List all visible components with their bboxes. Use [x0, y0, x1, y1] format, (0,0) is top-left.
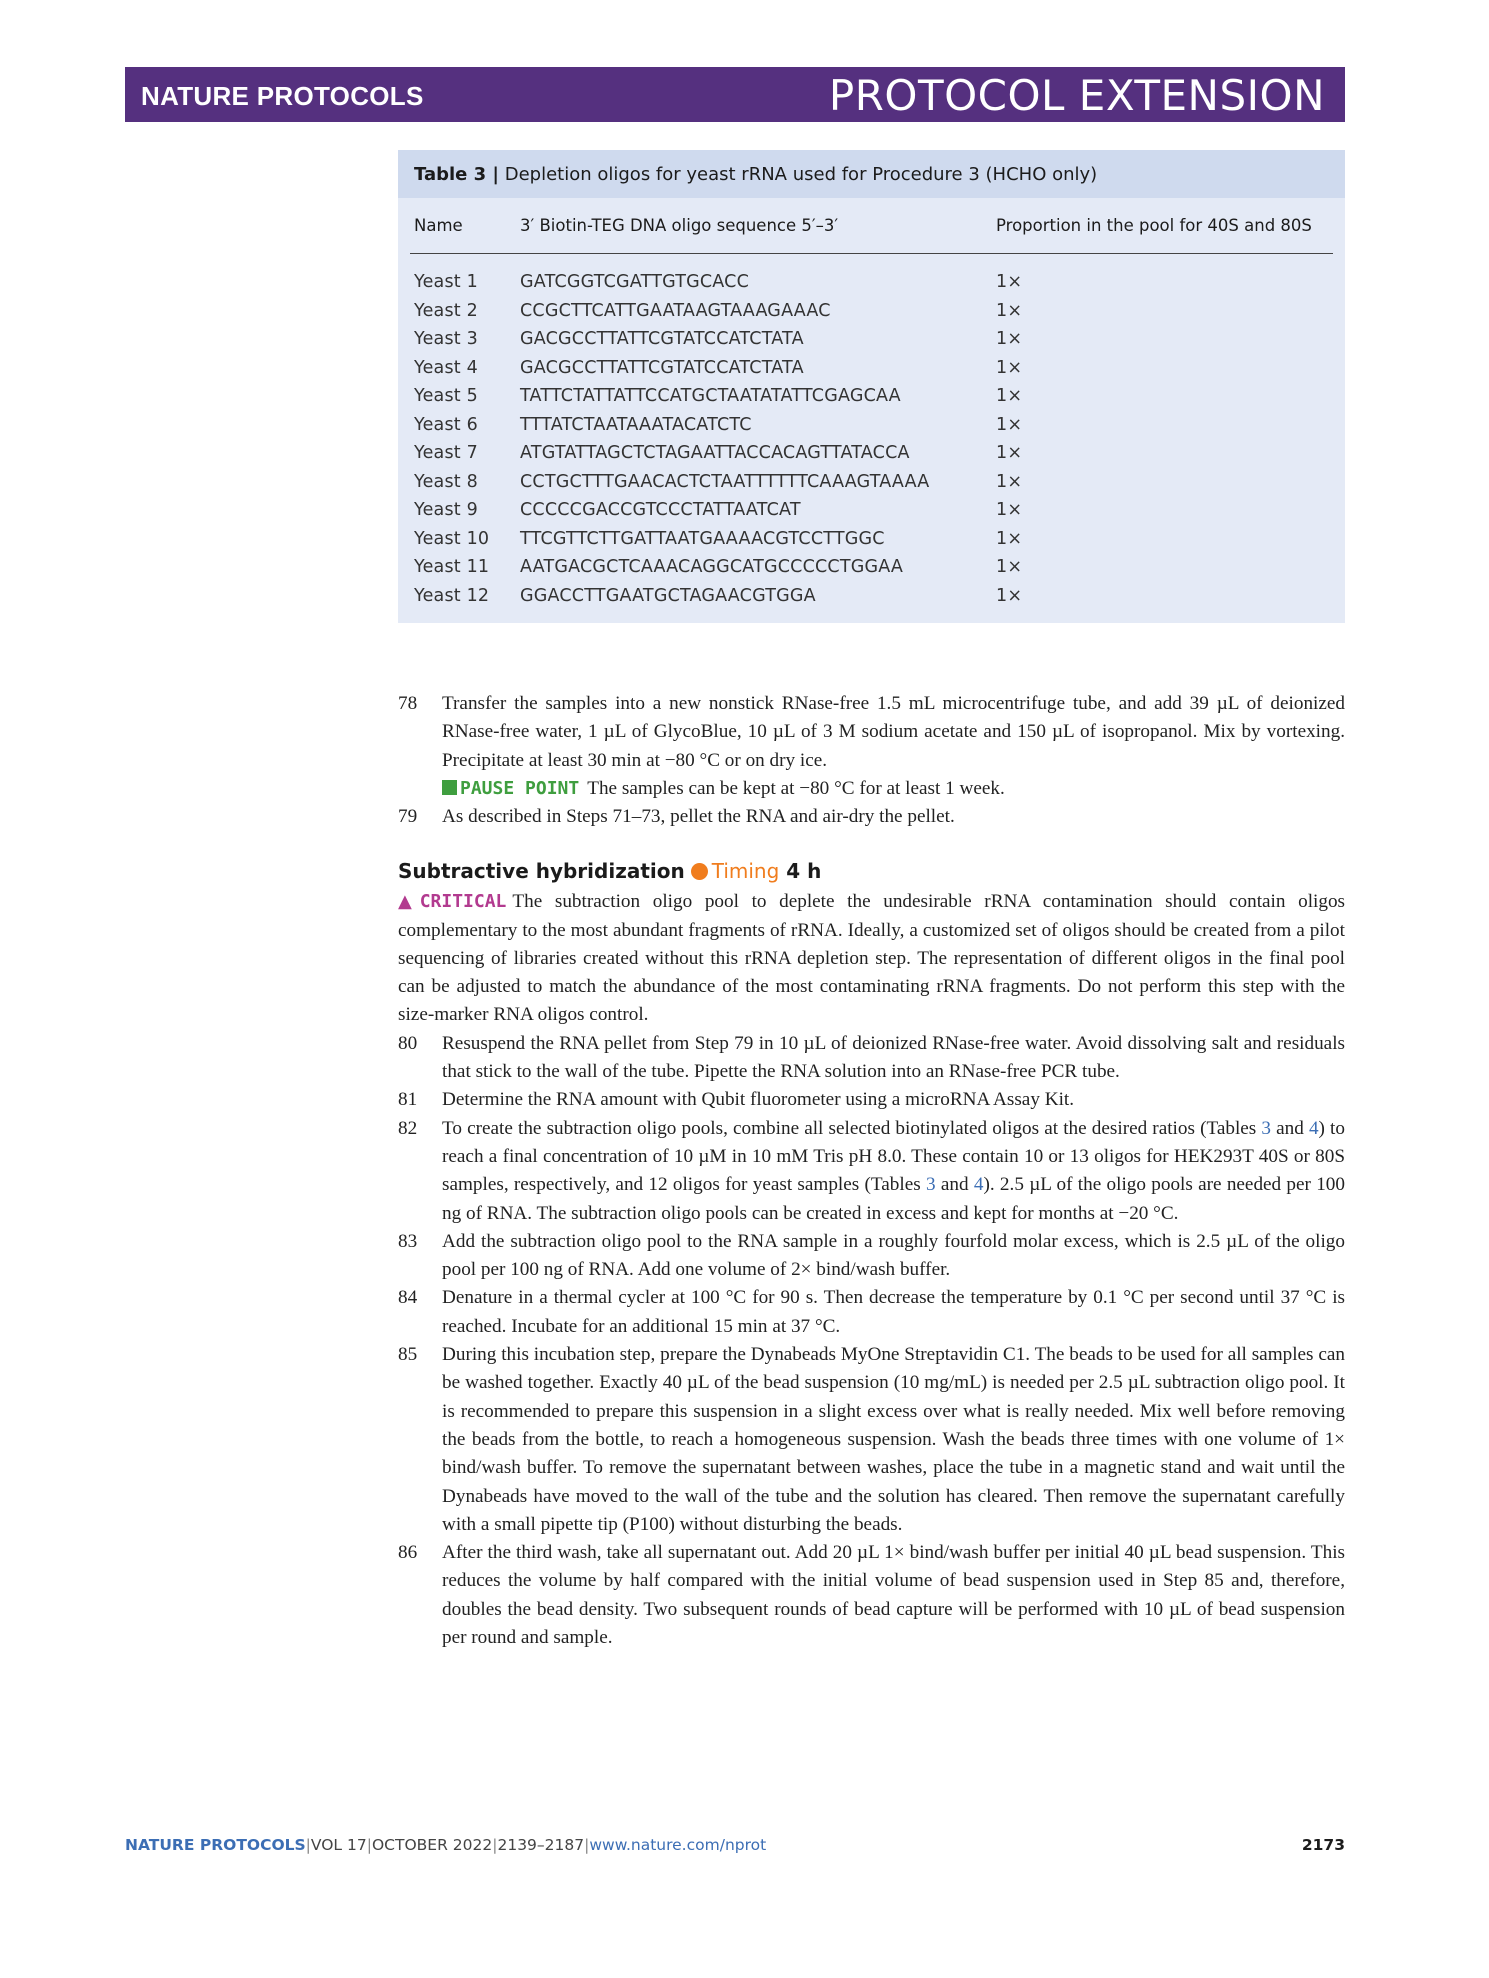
table-label: Table 3 |	[414, 164, 499, 185]
table-4-link[interactable]: 4	[1308, 1117, 1319, 1139]
cell-proportion: 1×	[996, 386, 1023, 406]
step-83	[398, 1228, 1345, 1285]
cell-sequence: AATGACGCTCAAACAGGCATGCCCCCTGGAA	[520, 557, 904, 577]
cell-name: Yeast 3	[414, 329, 478, 349]
page-footer	[125, 1836, 1345, 1854]
step-81	[398, 1086, 1345, 1114]
footer-url-link[interactable]: www.nature.com/nprot	[589, 1836, 767, 1854]
column-header-proportion: Proportion in the pool for 40S and 80S	[996, 216, 1312, 235]
table-row	[398, 415, 1345, 444]
pause-point-label: PAUSE POINT	[460, 777, 580, 799]
article-type: PROTOCOL EXTENSION	[828, 71, 1325, 120]
step-number: 83	[398, 1230, 418, 1252]
cell-sequence: GGACCTTGAATGCTAGAACGTGGA	[520, 585, 816, 606]
step-number: 80	[398, 1032, 418, 1054]
step-text: and	[1270, 1117, 1309, 1139]
steps-78-79	[398, 690, 1345, 831]
pause-point-icon	[442, 780, 457, 795]
subtractive-hybridization-section	[398, 857, 1345, 1652]
cell-sequence: GATCGGTCGATTGTGCACC	[520, 272, 749, 292]
cell-sequence: CCCCCGACCGTCCCTATTAATCAT	[520, 500, 801, 520]
footer-journal: NATURE PROTOCOLS	[125, 1836, 306, 1854]
footer-date: OCTOBER 2022	[371, 1836, 493, 1854]
table-title: Depletion oligos for yeast rRNA used for Procedure 3 (HCHO only)	[504, 164, 1098, 185]
table-row	[398, 272, 1345, 301]
cell-proportion: 1×	[996, 443, 1023, 463]
cell-name: Yeast 9	[414, 500, 478, 520]
cell-name: Yeast 2	[414, 300, 478, 321]
step-text: After the third wash, take all supernatant out. Add 20 µL 1× bind/wash buffer per initial 40 µL bead suspension. This reduces the volume by half compared with the initial volume of bead suspension used in Step 85 and, therefore, doubles the bead density. Two subsequent rounds of bead capture will be performed with 10 µL of bead suspension per round and sample.	[442, 1542, 1345, 1649]
cell-proportion: 1×	[996, 414, 1023, 435]
cell-name: Yeast 5	[414, 386, 478, 406]
step-text: Transfer the samples into a new nonstick RNase-free 1.5 mL microcentrifuge tube, and add 39 µL of deionized RNase-free water, 1 µL of GlycoBlue, 10 µL of 3 M sodium acetate and 150 µL of isopropanol. Mix by vortexing. Precipitate at least 30 min at −80 °C or on dry ice.	[442, 693, 1345, 771]
journal-name: NATURE PROTOCOLS	[141, 81, 424, 111]
table-3	[398, 150, 1345, 623]
step-text: As described in Steps 71–73, pellet the RNA and air-dry the pellet.	[442, 806, 955, 828]
table-caption	[398, 150, 1345, 198]
table-row	[398, 529, 1345, 558]
cell-name: Yeast 12	[414, 585, 490, 606]
cell-proportion: 1×	[996, 471, 1023, 492]
table-row	[398, 586, 1345, 615]
table-row	[398, 329, 1345, 358]
table-row	[398, 557, 1345, 586]
section-heading	[398, 857, 1345, 885]
cell-proportion: 1×	[996, 500, 1023, 520]
cell-name: Yeast 1	[414, 272, 478, 292]
step-86	[398, 1539, 1345, 1652]
step-78	[398, 690, 1345, 775]
table-row	[398, 301, 1345, 330]
cell-name: Yeast 8	[414, 471, 478, 492]
step-84	[398, 1284, 1345, 1341]
cell-sequence: CCTGCTTTGAACACTCTAATTTTTTCAAAGTAAAA	[520, 471, 930, 492]
warning-triangle-icon: ▲	[398, 891, 420, 913]
step-number: 82	[398, 1117, 418, 1139]
cell-sequence: GACGCCTTATTCGTATCCATCTATA	[520, 357, 804, 378]
step-text: During this incubation step, prepare the Dynabeads MyOne Streptavidin C1. The beads to be used for all samples can be washed together. Exactly 40 µL of the bead suspension (10 mg/mL) is needed per 2.5 µL subtraction oligo pool. It is recommended to prepare this suspension in a slight excess over what is really needed. Mix well before removing the beads from the bottle, to reach a homogeneous suspension. Wash the beads three times with one volume of 1× bind/wash buffer. To remove the supernatant between washes, place the tube in a magnetic stand and wait until the Dynabeads have moved to the wall of the tube and the solution has cleared. Then remove the supernatant carefully with a small pipette tip (P100) without disturbing the beads.	[442, 1344, 1345, 1535]
timing-label: Timing	[711, 859, 780, 883]
cell-proportion: 1×	[996, 272, 1023, 292]
footer-separator: |	[366, 1836, 372, 1854]
header-banner	[125, 67, 1345, 122]
critical-text: The subtraction oligo pool to deplete the undesirable rRNA contamination should contain oligos complementary to the most abundant fragments of rRNA. Ideally, a customized set of oligos should be created from a pilot sequencing of libraries created without this rRNA depletion step. The representation of different oligos in the final pool can be adjusted to match the abundance of the most contaminating rRNA fragments. Do not perform this step with the size-marker RNA oligos control.	[398, 891, 1346, 1026]
step-text: Resuspend the RNA pellet from Step 79 in 10 µL of deionized RNase-free water. Avoid dissolving salt and residuals that stick to the wall of the tube. Pipette the RNA solution into an RNase-free PCR tube.	[442, 1032, 1345, 1083]
timing-value: 4 h	[786, 859, 822, 883]
pause-point	[398, 775, 1345, 803]
step-text: To create the subtraction oligo pools, combine all selected biotinylated oligos at the desired ratios (Tables	[442, 1117, 1262, 1139]
cell-proportion: 1×	[996, 357, 1023, 378]
column-header-name: Name	[414, 216, 463, 235]
step-text: Denature in a thermal cycler at 100 °C for 90 s. Then decrease the temperature by 0.1 °C per second until 37 °C is reached. Incubate for an additional 15 min at 37 °C.	[442, 1287, 1345, 1337]
step-82	[398, 1115, 1345, 1228]
step-text: Determine the RNA amount with Qubit fluorometer using a microRNA Assay Kit.	[442, 1089, 1075, 1111]
step-number: 84	[398, 1287, 418, 1309]
cell-name: Yeast 7	[414, 443, 478, 463]
cell-name: Yeast 6	[414, 414, 478, 435]
step-80	[398, 1030, 1345, 1087]
critical-note	[398, 888, 1345, 1029]
step-number: 86	[398, 1542, 418, 1564]
table-row	[398, 500, 1345, 529]
cell-name: Yeast 10	[414, 528, 490, 549]
cell-proportion: 1×	[996, 528, 1023, 549]
cell-name: Yeast 11	[414, 557, 490, 577]
pause-point-text: The samples can be kept at −80 °C for at least 1 week.	[587, 777, 1005, 799]
footer-volume: VOL 17	[310, 1836, 367, 1854]
table-row	[398, 472, 1345, 501]
footer-separator: |	[584, 1836, 590, 1854]
cell-name: Yeast 4	[414, 357, 478, 378]
table-4-link[interactable]: 4	[973, 1174, 984, 1196]
column-header-sequence: 3′ Biotin-TEG DNA oligo sequence 5′–3′	[520, 216, 839, 235]
cell-sequence: GACGCCTTATTCGTATCCATCTATA	[520, 329, 804, 349]
timing-dot-icon	[691, 863, 708, 880]
step-number: 79	[398, 806, 418, 828]
step-number: 78	[398, 693, 418, 714]
critical-label: ▲CRITICAL	[398, 891, 507, 913]
table-row	[398, 358, 1345, 387]
table-3-link[interactable]: 3	[1261, 1117, 1271, 1139]
cell-proportion: 1×	[996, 329, 1023, 349]
step-text: ). 2.5 µL of the oligo pools are needed per 100 ng of RNA. The subtraction oligo pools can be created in excess and kept for months at −20 °C.	[442, 1174, 1345, 1224]
section-title: Subtractive hybridization	[398, 859, 685, 883]
footer-pages: 2139–2187	[497, 1836, 585, 1854]
page-number: 2173	[1301, 1836, 1345, 1854]
table-header-row	[398, 216, 1345, 242]
cell-sequence: CCGCTTCATTGAATAAGTAAAGAAAC	[520, 300, 831, 321]
table-row	[398, 386, 1345, 415]
step-85	[398, 1341, 1345, 1539]
step-text: ) to reach a final concentration of 10 µM in 10 mM Tris pH 8.0. These contain 10 or 13 oligos for HEK293T 40S or 80S samples, respectively, and 12 oligos for yeast samples (Tables	[442, 1117, 1345, 1196]
cell-proportion: 1×	[996, 300, 1023, 321]
cell-proportion: 1×	[996, 585, 1023, 606]
step-text: and	[935, 1174, 974, 1196]
step-number: 81	[398, 1089, 418, 1111]
step-79	[398, 803, 1345, 831]
cell-sequence: TTTATCTAATAAATACATCTC	[520, 414, 752, 435]
cell-sequence: ATGTATTAGCTCTAGAATTACCACAGTTATACCA	[520, 443, 910, 463]
footer-separator: |	[305, 1836, 311, 1854]
footer-separator: |	[492, 1836, 498, 1854]
table-row	[398, 443, 1345, 472]
table-3-link[interactable]: 3	[926, 1174, 936, 1196]
step-text: Add the subtraction oligo pool to the RNA sample in a roughly fourfold molar excess, which is 2.5 µL of the oligo pool per 100 ng of RNA. Add one volume of 2× bind/wash buffer.	[442, 1230, 1345, 1281]
cell-sequence: TTCGTTCTTGATTAATGAAAACGTCCTTGGC	[520, 528, 885, 549]
table-header-rule	[410, 253, 1333, 254]
cell-sequence: TATTCTATTATTCCATGCTAATATATTCGAGCAA	[520, 386, 901, 406]
cell-proportion: 1×	[996, 557, 1023, 577]
table-body	[398, 272, 1345, 614]
step-number: 85	[398, 1344, 418, 1366]
